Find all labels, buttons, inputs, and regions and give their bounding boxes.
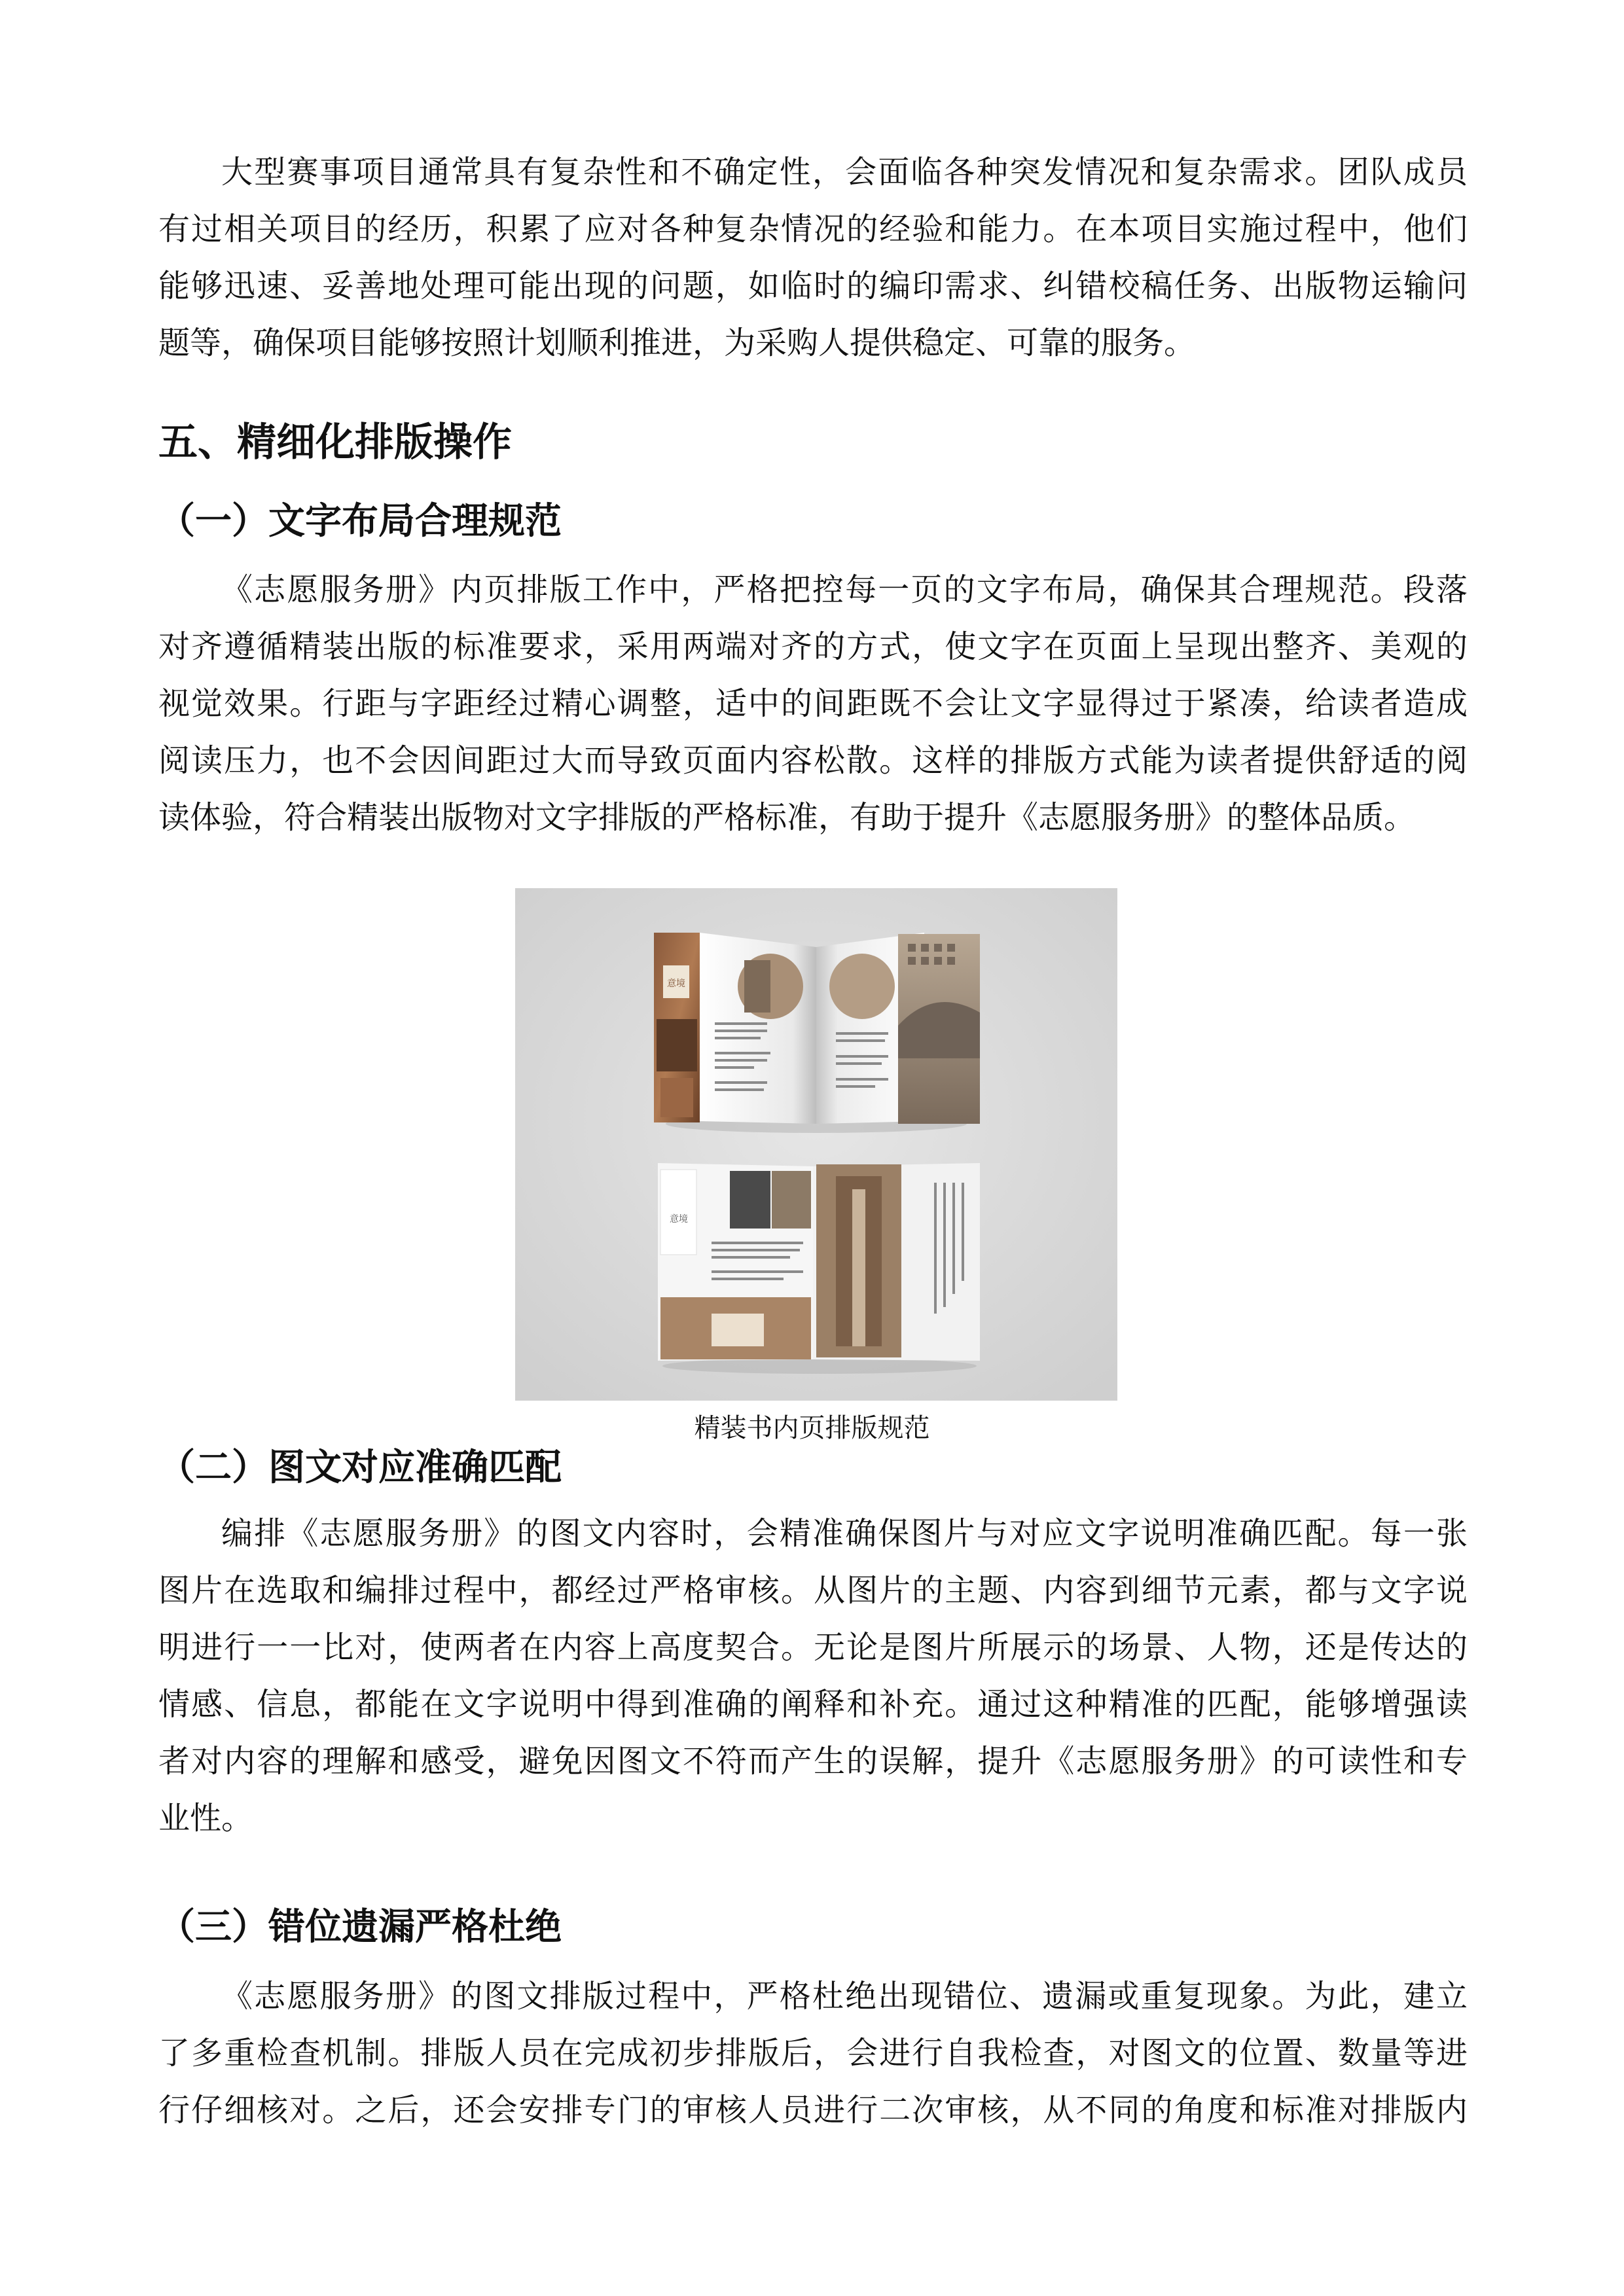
text-line: 能够迅速、妥善地处理可能出现的问题，如临时的编印需求、纠错校稿任务、出版物运输问: [158, 268, 1468, 304]
text-line: 阅读压力，也不会因间距过大而导致页面内容松散。这样的排版方式能为读者提供舒适的阅: [158, 742, 1468, 779]
section-title-no-misplacement: （三）错位遗漏严格杜绝: [158, 1906, 562, 1948]
upper-book-spread: [654, 933, 980, 1133]
text-line: 读体验，符合精装出版物对文字排版的严格标准，有助于提升《志愿服务册》的整体品质。: [158, 799, 1416, 836]
book-layout-photo: [515, 888, 1117, 1401]
text-line: 大型赛事项目通常具有复杂性和不确定性，会面临各种突发情况和复杂需求。团队成员: [221, 154, 1468, 190]
lower-book-spread: [658, 1163, 980, 1374]
text-line: 编排《志愿服务册》的图文内容时，会精准确保图片与对应文字说明准确匹配。每一张: [221, 1515, 1468, 1552]
text-line: 视觉效果。行距与字距经过精心调整，适中的间距既不会让文字显得过于紧凑，给读者造成: [158, 685, 1468, 722]
text-line: 明进行一一比对，使两者在内容上高度契合。无论是图片所展示的场景、人物，还是传达的: [158, 1629, 1468, 1666]
text-line: 业性。: [158, 1800, 253, 1837]
text-line: 有过相关项目的经历，积累了应对各种复杂情况的经验和能力。在本项目实施过程中，他们: [158, 211, 1468, 247]
text-line: 行仔细核对。之后，还会安排专门的审核人员进行二次审核，从不同的角度和标准对排版内: [158, 2092, 1468, 2128]
book-mockup-illustration: [515, 888, 1117, 1401]
text-line: 者对内容的理解和感受，避免因图文不符而产生的误解，提升《志愿服务册》的可读性和专: [158, 1743, 1468, 1780]
paragraph-image-text-match: [158, 1505, 1468, 1847]
paragraph-no-misplacement: [158, 1968, 1468, 2139]
section-title-image-text-match: （二）图文对应准确匹配: [158, 1446, 562, 1489]
text-line: 情感、信息，都能在文字说明中得到准确的阐释和补充。通过这种精准的匹配，能够增强读: [158, 1686, 1468, 1723]
spine-label-bottom: 意境: [670, 1214, 688, 1225]
paragraph-text-layout: [158, 562, 1468, 846]
section-title-text-layout: （一）文字布局合理规范: [158, 500, 562, 543]
paragraph-team-experience: [158, 144, 1468, 372]
text-line: 《志愿服务册》内页排版工作中，严格把控每一页的文字布局，确保其合理规范。段落: [221, 571, 1468, 608]
text-line: 对齐遵循精装出版的标准要求，采用两端对齐的方式，使文字在页面上呈现出整齐、美观的: [158, 628, 1468, 665]
heading-main: 五、精细化排版操作: [158, 420, 512, 465]
figure-caption: 精装书内页排版规范: [694, 1413, 930, 1443]
text-line: 题等，确保项目能够按照计划顺利推进，为采购人提供稳定、可靠的服务。: [158, 325, 1196, 361]
spine-label-top: 意境: [667, 978, 685, 989]
text-line: 了多重检查机制。排版人员在完成初步排版后，会进行自我检查，对图文的位置、数量等进: [158, 2035, 1468, 2072]
text-line: 图片在选取和编排过程中，都经过严格审核。从图片的主题、内容到细节元素，都与文字说: [158, 1572, 1468, 1609]
text-line: 《志愿服务册》的图文排版过程中，严格杜绝出现错位、遗漏或重复现象。为此，建立: [221, 1978, 1468, 2015]
